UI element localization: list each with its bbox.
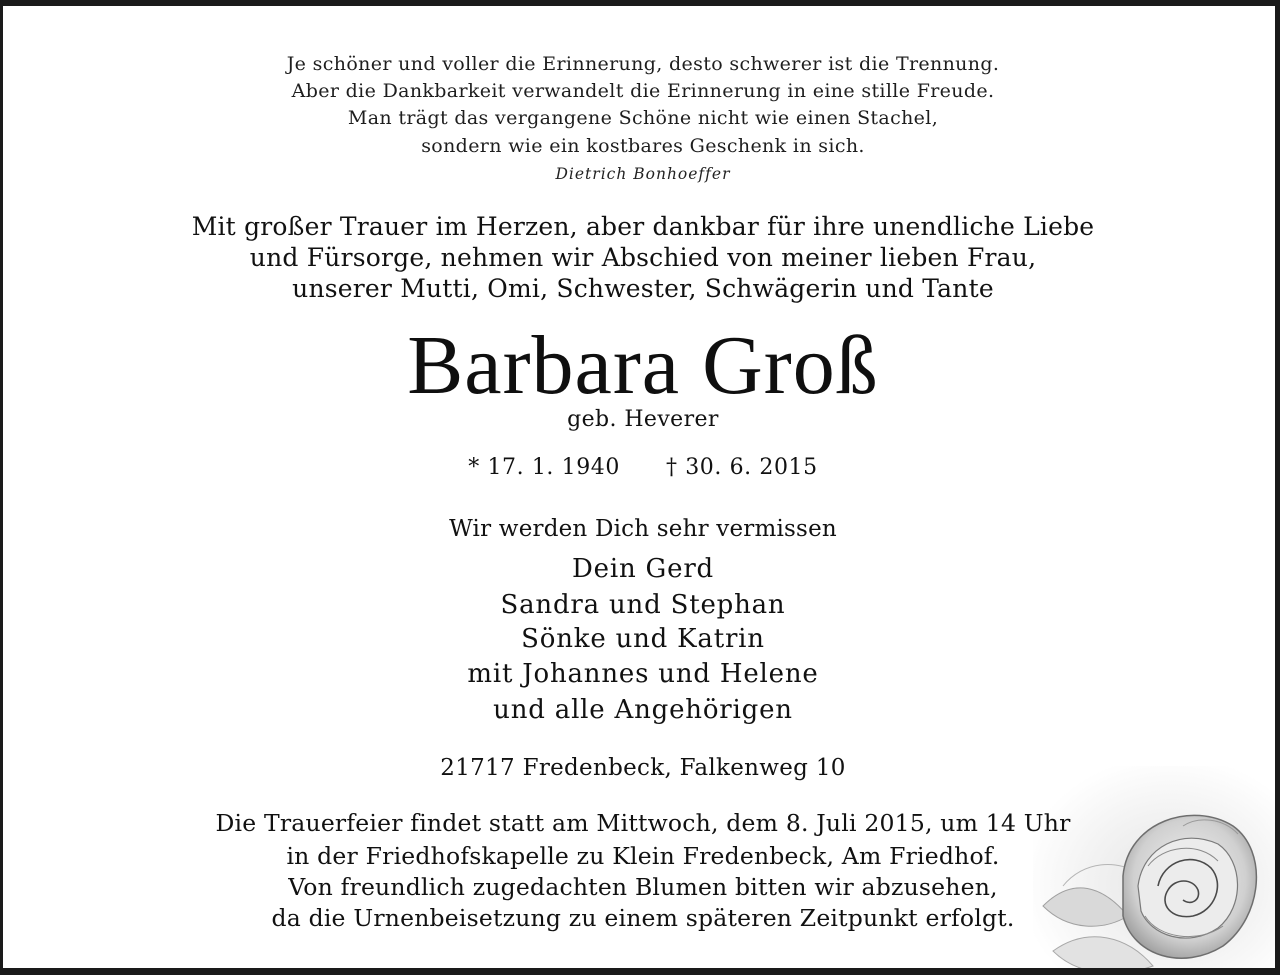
intro-line: Mit großer Trauer im Herzen, aber dankbar für ihre unendliche Liebe [191, 212, 1095, 241]
mourner-name: und alle Angehörigen [493, 695, 793, 725]
death-date: † 30. 6. 2015 [666, 455, 818, 480]
intro-line: und Fürsorge, nehmen wir Abschied von meiner lieben Frau, [249, 243, 1037, 272]
quote-line: Man trägt das vergangene Schöne nicht wie einen Stachel, [347, 107, 939, 129]
funeral-line: da die Urnenbeisetzung zu einem späteren Zeitpunkt erfolgt. [271, 904, 1015, 932]
mourner-name: mit Johannes und Helene [467, 659, 819, 689]
birth-date: * 17. 1. 1940 [468, 455, 620, 480]
mourner-name: Dein Gerd [572, 554, 714, 584]
mourner-name: Sandra und Stephan [500, 590, 786, 620]
funeral-line: Von freundlich zugedachten Blumen bitten wir abzusehen, [288, 873, 998, 901]
address: 21717 Fredenbeck, Falkenweg 10 [440, 755, 846, 781]
maiden-name: geb. Heverer [567, 407, 719, 432]
quote-line: Je schöner und voller die Erinnerung, desto schwerer ist die Trennung. [286, 53, 1000, 75]
mourners-intro: Wir werden Dich sehr vermissen [449, 516, 837, 542]
intro-line: unserer Mutti, Omi, Schwester, Schwägerin und Tante [292, 274, 994, 303]
quote-line: sondern wie ein kostbares Geschenk in sich. [421, 135, 865, 157]
funeral-line: in der Friedhofskapelle zu Klein Fredenbeck, Am Friedhof. [286, 842, 1000, 870]
mourner-name: Sönke und Katrin [521, 624, 765, 654]
life-dates [3, 455, 1280, 480]
quote-author: Dietrich Bonhoeffer [555, 165, 731, 183]
funeral-line: Die Trauerfeier findet statt am Mittwoch, dem 8. Juli 2015, um 14 Uhr [215, 809, 1071, 837]
deceased-name: Barbara Groß [407, 319, 879, 412]
quote-line: Aber die Dankbarkeit verwandelt die Erinnerung in eine stille Freude. [291, 80, 995, 102]
rose-icon [1033, 766, 1280, 975]
